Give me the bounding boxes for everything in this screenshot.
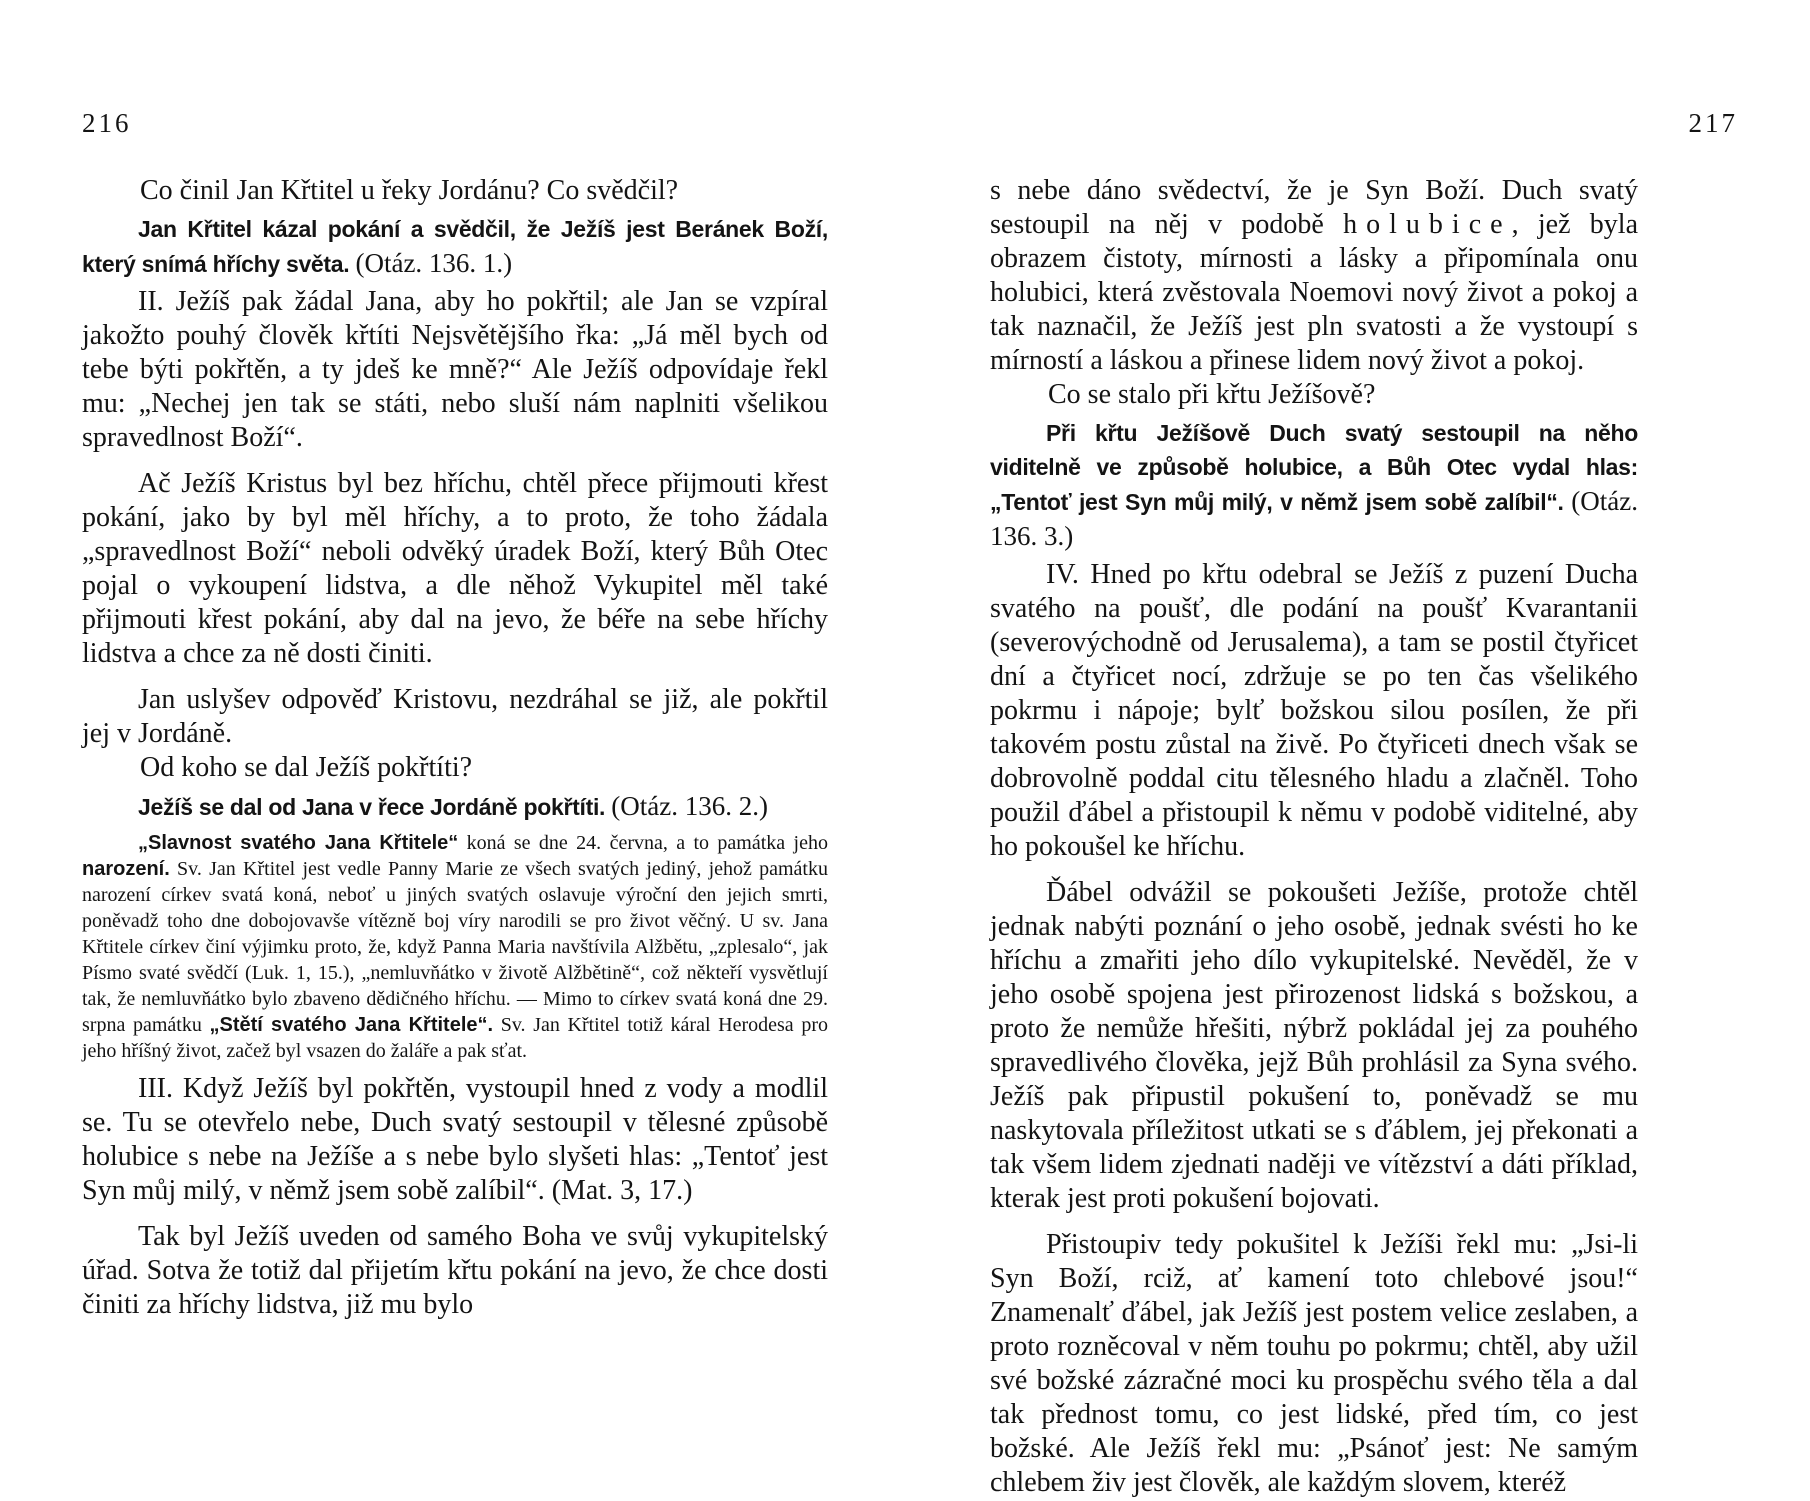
note-text: koná se dne 24. června, a to památka jeho [458, 832, 828, 854]
page-number: 217 [1688, 108, 1738, 138]
paragraph [990, 174, 1638, 378]
answer-text: Při křtu Ježíšově Duch svatý sestoupil na něho viditelně ve způsobě holubice, a Bůh Otec vydal hlas: „Tentoť jest Syn můj milý, v němž jsem sobě zalíbil“. [990, 420, 1638, 515]
page-number: 216 [82, 108, 132, 138]
question: Co činil Jan Křtitel u řeky Jordánu? Co svědčil? [140, 175, 679, 206]
paragraph: Tak byl Ježíš uveden od samého Boha ve svůj vykupitelský úřad. Sotva že totiž dal přijetím křtu pokání na jevo, že chce dosti činiti za hříchy lidstva, již mu bylo [82, 1221, 828, 1320]
note-bold: narození. [82, 858, 170, 880]
paragraph: III. Když Ježíš byl pokřtěn, vystoupil hned z vody a modlil se. Tu se otevřelo nebe, Duch svatý sestoupil v tělesné způsobě holubice s nebe na Ježíše a s nebe bylo slyšeti hlas: „Tentoť jest Syn můj milý, v němž jsem sobě zalíbil“. (Mat. 3, 17.) [82, 1073, 828, 1206]
spaced-word: holubice [1343, 209, 1512, 240]
answer-text: Ježíš se dal od Jana v řece Jordáně pokřtíti. [138, 794, 606, 820]
paragraph-text: , jež byla obrazem čistoty, mírnosti a lásky a připomínala onu holubici, která zvěstovala Noemovi nový život a pokoj a tak naznačil, že Ježíš jest pln svatosti a že vystoupí s mírností a láskou a přinese lidem nový život a pokoj. [990, 209, 1639, 376]
answer-reference: (Otáz. 136. 1.) [355, 248, 513, 278]
note-text: Sv. Jan Křtitel jest vedle Panny Marie ze všech svatých jediný, jehož památku narození církev svatá koná, neboť u jiných svatých oslavuje výroční den jejich smrti, poněvadž toho dne dobojovavše vítězně boj víry narodili se pro život věčný. U sv. Jana Křtitele církev činí výjimku proto, že, když Panna Maria navštívila Alžbětu, „zplesalo“, jak Písmo svaté svědčí (Luk. 1, 15.), „nemluvňátko v životě Alžbětině“, což někteří vysvětlují tak, že nemluvňátko bylo zbaveno dědičného hříchu. — Mimo to církev svatá koná dne 29. srpna památku [82, 858, 828, 1036]
note-text: Sv. Jan Křtitel totiž káral Herodesa pro jeho hříšný život, začež byl vsazen do žaláře a pak sťat. [82, 1014, 828, 1062]
note-bold: „Stětí svatého Jana Křtitele“. [209, 1014, 494, 1036]
paragraph: Jan uslyšev odpověď Kristovu, nezdráhal se již, ale pokřtil jej v Jordáně. [82, 684, 828, 749]
right-column [990, 174, 1638, 1500]
left-column [82, 174, 828, 1322]
paragraph: Přistoupiv tedy pokušitel k Ježíši řekl mu: „Jsi-li Syn Boží, rciž, ať kamení toto chlebové jsou!“ Znamenalť ďábel, jak Ježíš jest postem velice zeslaben, a proto rozněcoval v něm touhu po pokrmu; chtěl, aby užil své božské zázračné moci ku prospěchu svého těla a dal tak přednost tomu, co jest lidské, před tím, co jest božské. Ale Ježíš řekl mu: „Psánoť jest: Ne samým chlebem živ jest člověk, ale každým slovem, kteréž [990, 1229, 1638, 1498]
paragraph: II. Ježíš pak žádal Jana, aby ho pokřtil; ale Jan se vzpíral jakožto pouhý člověk křtíti Nejsvětějšího řka: „Já měl bych od tebe býti pokřtěn, a ty jdeš ke mně?“ Ale Ježíš odpovídaje řekl mu: „Nechej jen tak se státi, nebo sluší nám naplniti všelikou spravedlnost Boží“. [82, 286, 828, 453]
answer-reference: (Otáz. 136. 3.) [990, 486, 1638, 551]
question: Co se stalo při křtu Ježíšově? [1048, 379, 1376, 410]
paragraph: Ďábel odvážil se pokoušeti Ježíše, protože chtěl jednak nabýti poznání o jeho osobě, jednak svésti ho ke hříchu a zmařiti jeho dílo vykupitelské. Nevěděl, že v jeho osobě spojena jest přirozenost lidská s božskou, a proto že nemůže hřešiti, nýbrž pokládal jej za pouhého spravedlivého člověka, jejž Bůh prohlásil za Syna svého. Ježíš pak připustil pokušení to, poněvadž se mu naskytovala příležitost utkati se s ďáblem, jej překonati a tak všem lidem zjednati naději ve vítězství a dáti příklad, kterak jest proti pokušení bojovati. [990, 877, 1638, 1214]
answer-reference: (Otáz. 136. 2.) [611, 791, 768, 821]
paragraph: IV. Hned po křtu odebral se Ježíš z puzení Ducha svatého na poušť, dle podání na poušť Kvarantanii (severovýchodně od Jerusalema), a tam se postil čtyřicet dní a čtyřicet nocí, zdržuje se po ten čas všelikého pokrmu i nápoje; bylť božskou silou posílen, že při takovém postu zůstal na živě. Po čtyřiceti dnech však se dobrovolně poddal citu tělesného hladu a zlačněl. Toho použil ďábel a přistoupil k němu v podobě viditelné, aby ho pokoušel ke hříchu. [990, 559, 1638, 862]
right-page [905, 0, 1810, 1501]
answer-text: Jan Křtitel kázal pokání a svědčil, že Ježíš jest Beránek Boží, který snímá hříchy světa. [82, 216, 828, 277]
question: Od koho se dal Ježíš pokřtíti? [140, 752, 473, 783]
note-bold: „Slavnost svatého Jana Křtitele“ [138, 832, 459, 854]
paragraph: Ač Ježíš Kristus byl bez hříchu, chtěl přece přijmouti křest pokání, jako by byl měl hříchy, a to proto, že toho žádala „spravedlnost Boží“ neboli odvěký úradek Boží, který Bůh Otec pojal o vykoupení lidstva, a dle něhož Vykupitel měl také přijmouti křest pokání, aby dal na jevo, že béře na sebe hříchy lidstva a chce za ně dosti činiti. [82, 468, 828, 669]
answer [990, 416, 1638, 554]
answer [82, 212, 828, 281]
answer [82, 789, 828, 824]
footnote [82, 830, 828, 1064]
paragraph-text: s nebe dáno svědectví, že je Syn Boží. Duch svatý sestoupil na něj v podobě [990, 175, 1638, 240]
